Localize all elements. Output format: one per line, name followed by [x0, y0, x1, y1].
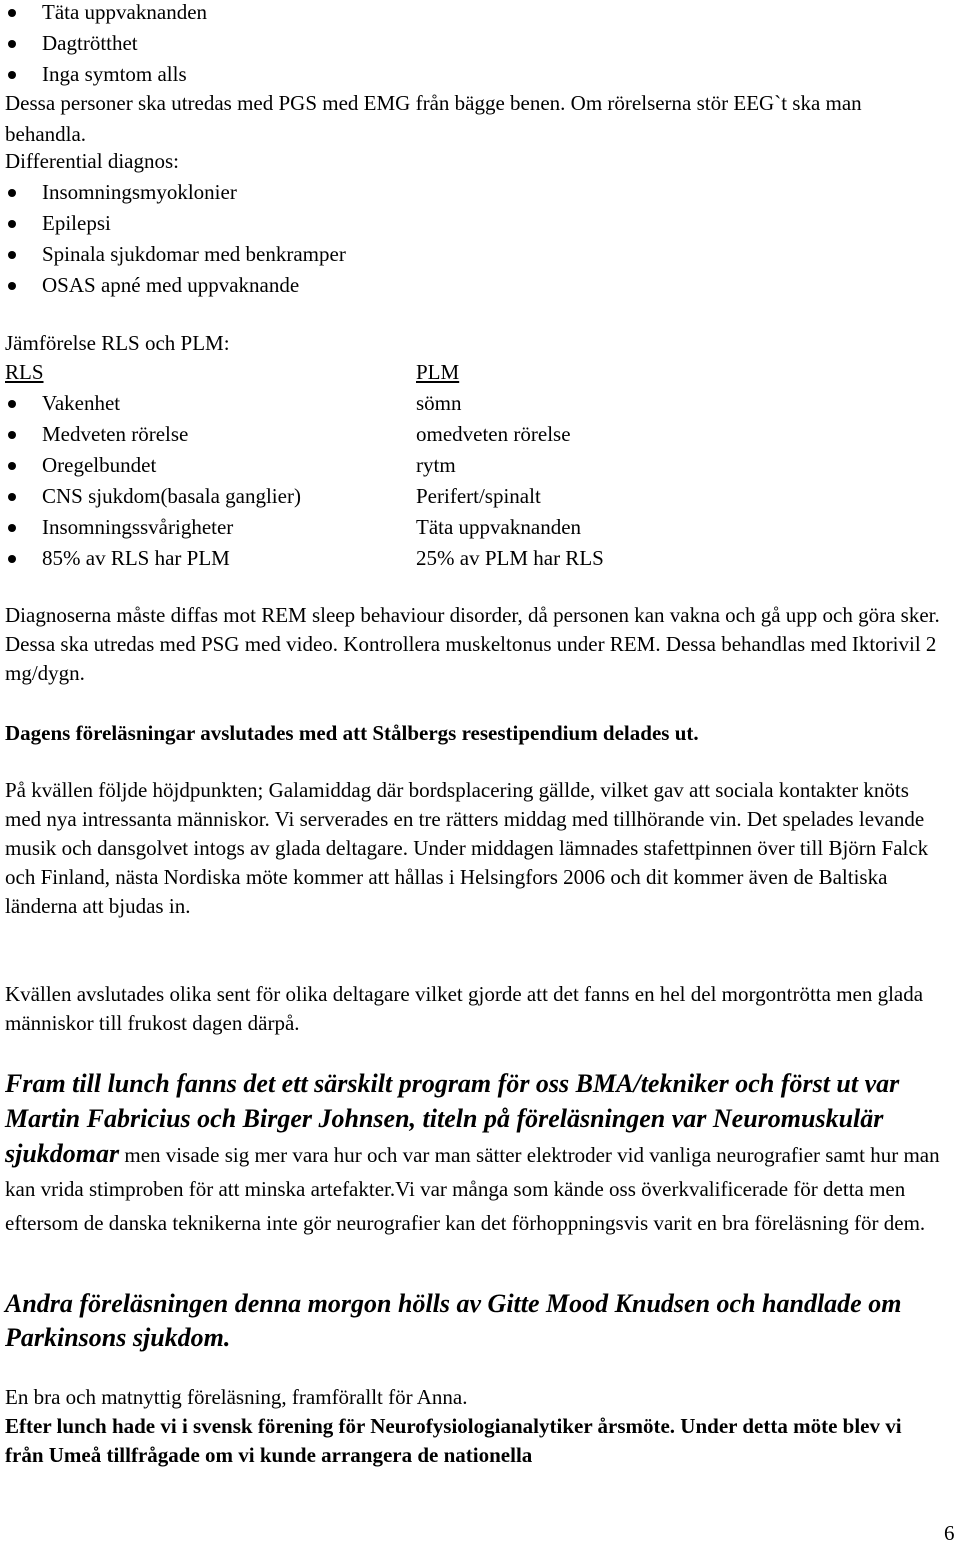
compare-row: Insomningssvårigheter Täta uppvaknanden: [0, 512, 960, 543]
bullet-icon: [8, 71, 16, 79]
paragraph-evening: På kvällen följde höjdpunkten; Galamiddag där bordsplacering gällde, vilket gav att sociala kontakter knöts med nya intressanta människor. Vi serverades en tre rätters middag med tillhörande vin. Det spelades levande musik och dansgolvet intogs av glada deltagare. Under middagen lämnades stafettpinnen över till Björn Falck och Finland, nästa Nordiska möte kommer att hållas i Helsingfors 2006 och dit kommer även de Baltiska länderna att bjudas in.: [5, 778, 929, 918]
paragraph-pgs: Dessa personer ska utredas med PGS med EMG från bägge benen. Om rörelserna stör EEG`t ska man behandla.: [5, 91, 862, 146]
second-lecture-heading: Andra föreläsningen denna morgon hölls av Gitte Mood Knudsen och handlade om Parkinsons sjukdom.: [5, 1289, 902, 1352]
symptom-list: [0, 0, 207, 90]
bullet-icon: [8, 282, 16, 290]
compare-row: Vakenhet sömn: [0, 388, 960, 419]
paragraph-diagnoses: Diagnoserna måste diffas mot REM sleep behaviour disorder, då personen kan vakna och gå upp och göra sker. Dessa ska utredas med PSG med video. Kontrollera muskeltonus under REM. Dessa behandlas med Iktorivil 2 mg/dygn.: [5, 603, 940, 685]
bullet-icon: [8, 189, 16, 197]
list-item: OSAS apné med uppvaknande: [0, 270, 346, 301]
bullet-icon: [8, 40, 16, 48]
page-number: 6: [944, 1521, 955, 1545]
list-item: Insomningsmyoklonier: [0, 177, 346, 208]
compare-row: Oregelbundet rytm: [0, 450, 960, 481]
compare-row: Medveten rörelse omedveten rörelse: [0, 419, 960, 450]
paragraph-lunch-program: [5, 1067, 945, 1240]
bullet-icon: [8, 9, 16, 17]
bullet-icon: [8, 220, 16, 228]
differential-list: [0, 177, 346, 301]
paragraph-annual-meeting: Efter lunch hade vi i svensk förening för Neurofysiologianalytiker årsmöte. Under detta möte blev vi från Umeå tillfrågade om vi kunde arrangera de nationella: [5, 1414, 902, 1467]
list-item: Dagtrötthet: [0, 28, 207, 59]
diff-heading: Differential diagnos:: [5, 149, 179, 173]
compare-row: 85% av RLS har PLM 25% av PLM har RLS: [0, 543, 960, 574]
bullet-icon: [8, 251, 16, 259]
paragraph-good-lecture: En bra och matnyttig föreläsning, framförallt för Anna.: [5, 1385, 468, 1409]
bullet-icon: [8, 555, 16, 563]
list-item: Täta uppvaknanden: [0, 0, 207, 28]
compare-header-row: [0, 357, 960, 388]
bullet-icon: [8, 400, 16, 408]
list-item: Inga symtom alls: [0, 59, 207, 90]
compare-row: CNS sjukdom(basala ganglier) Perifert/spinalt: [0, 481, 960, 512]
lunch-body: men visade sig mer vara hur och var man sätter elektroder vid vanliga neurografier samt hur man kan vrida stimproben för att minska artefakter.Vi var många som kände oss överkvalificerade för detta men eftersom de danska teknikerna inte gör neurografier kan det förhoppningsvis varit en bra föreläsning för dem.: [5, 1143, 940, 1235]
bullet-icon: [8, 493, 16, 501]
bullet-icon: [8, 431, 16, 439]
paragraph-end-of-evening: Kvällen avslutades olika sent för olika deltagare vilket gjorde att det fanns en hel del morgontrötta men glada människor till frukost dagen därpå.: [5, 982, 924, 1035]
lunch-title: Fram till lunch fanns det ett särskilt program för oss BMA/tekniker och först ut var Martin Fabricius och Birger Johnsen, titeln på föreläsningen var Neuromuskulär sjukdomar: [5, 1069, 900, 1168]
bold-announcement: Dagens föreläsningar avslutades med att Stålbergs resestipendium delades ut.: [5, 721, 699, 745]
list-item: Spinala sjukdomar med benkramper: [0, 239, 346, 270]
rls-header: RLS: [5, 360, 44, 384]
compare-heading: Jämförelse RLS och PLM:: [5, 331, 230, 355]
bullet-icon: [8, 524, 16, 532]
plm-header: PLM: [416, 360, 460, 384]
bullet-icon: [8, 462, 16, 470]
list-item: Epilepsi: [0, 208, 346, 239]
